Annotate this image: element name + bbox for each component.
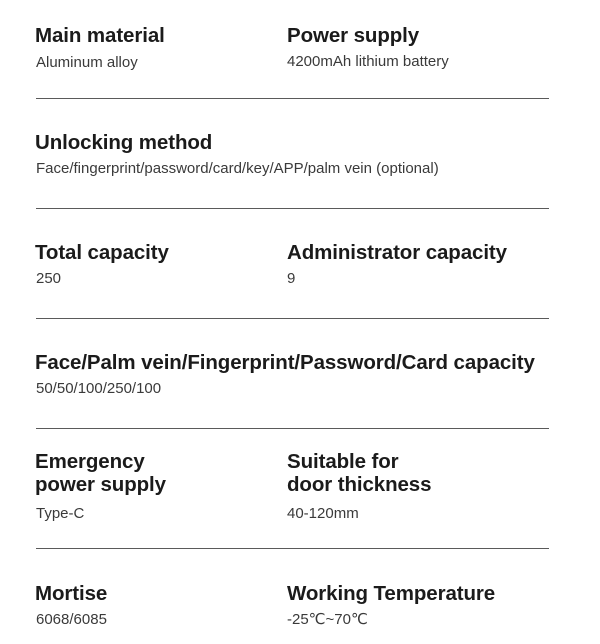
working-temperature-value: -25℃~70℃ — [287, 611, 368, 628]
emergency-power-label — [35, 450, 166, 496]
working-temperature-label: Working Temperature — [287, 582, 496, 605]
door-thickness-value: 40-120mm — [287, 505, 359, 522]
credential-capacity-label: Face/Palm vein/Fingerprint/Password/Card capacity — [35, 351, 535, 374]
divider — [36, 428, 549, 429]
divider — [36, 548, 549, 549]
emergency-power-value: Type-C — [36, 505, 85, 522]
unlocking-method-label: Unlocking method — [35, 131, 213, 154]
door-thickness-label — [287, 450, 431, 496]
divider — [36, 98, 549, 99]
mortise-label: Mortise — [35, 582, 108, 605]
administrator-capacity-label: Administrator capacity — [287, 241, 507, 264]
total-capacity-label: Total capacity — [35, 241, 169, 264]
unlocking-method-value: Face/fingerprint/password/card/key/APP/palm vein (optional) — [36, 160, 439, 177]
power-supply-value: 4200mAh lithium battery — [287, 53, 449, 70]
emergency-power-label-line2: power supply — [35, 473, 166, 496]
main-material-value: Aluminum alloy — [36, 54, 138, 71]
mortise-value: 6068/6085 — [36, 611, 107, 628]
emergency-power-label-line1: Emergency — [35, 450, 145, 473]
door-thickness-label-line2: door thickness — [287, 473, 432, 496]
door-thickness-label-line1: Suitable for — [287, 450, 399, 473]
divider — [36, 208, 549, 209]
divider — [36, 318, 549, 319]
administrator-capacity-value: 9 — [287, 270, 296, 287]
credential-capacity-value: 50/50/100/250/100 — [36, 380, 162, 397]
power-supply-label: Power supply — [287, 24, 420, 47]
total-capacity-value: 250 — [36, 270, 62, 287]
main-material-label: Main material — [35, 24, 165, 47]
